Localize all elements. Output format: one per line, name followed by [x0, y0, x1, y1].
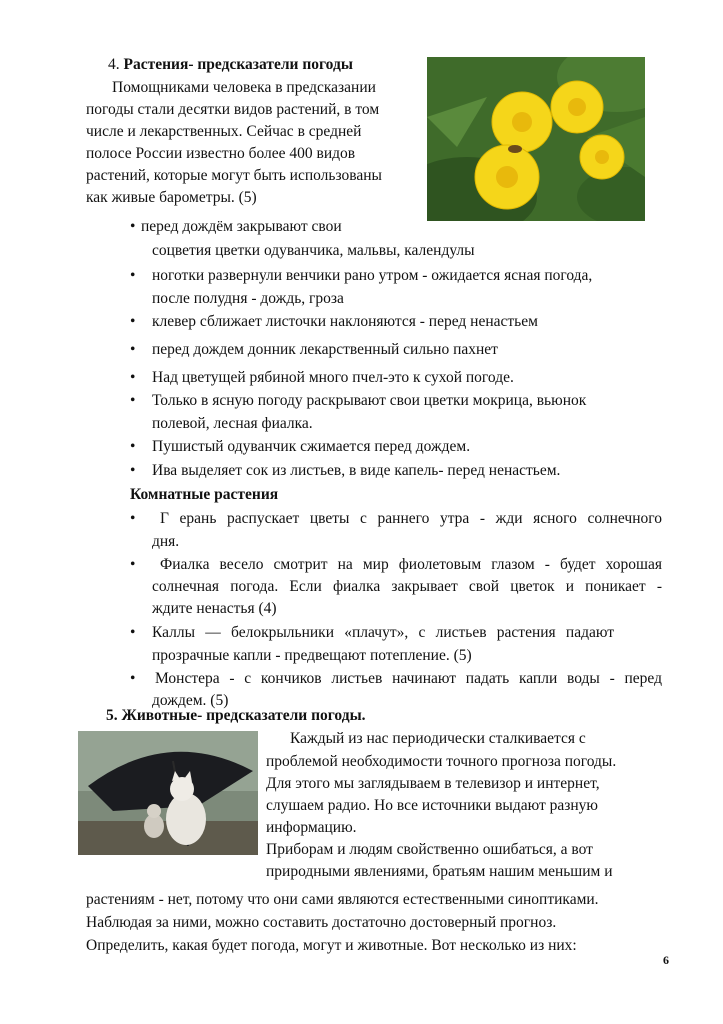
cat-umbrella-photo	[78, 731, 258, 855]
bullet-text: Над цветущей рябиной много пчел-это к сухой погоде.	[152, 369, 514, 386]
bullet-text: ждите ненастья (4)	[152, 600, 277, 617]
bullet-text: перед дождем донник лекарственный сильно пахнет	[152, 341, 498, 358]
intro-line: растений, которые могут быть использованы	[86, 167, 382, 184]
section-5-line: проблемой необходимости точного прогноза погоды.	[266, 753, 617, 770]
bullet-text: Пушистый одуванчик сжимается перед дождем.	[152, 438, 471, 455]
section-5-heading: 5. Животные- предсказатели погоды.	[106, 707, 366, 724]
bullet-text: Ива выделяет сок из листьев, в виде капель- перед ненастьем.	[152, 462, 561, 479]
bullet-marker: •	[130, 218, 136, 235]
bullet-marker: •	[130, 341, 136, 358]
section-5-line: природными явлениями, братьям нашим меньшим и	[266, 863, 613, 880]
bullet-text: перед дождём закрывают свои	[141, 218, 342, 235]
section-5-line: Приборам и людям свойственно ошибаться, а вот	[266, 841, 593, 858]
bullet-text: Г ерань распускает цветы с раннего утра - жди ясного солнечного	[160, 510, 662, 527]
intro-line: как живые барометры. (5)	[86, 189, 257, 206]
section-4-heading: 4. Растения- предсказатели погоды	[108, 56, 353, 73]
section-5-line: слушаем радио. Но все источники выдают разную	[266, 797, 599, 814]
bullet-marker: •	[130, 313, 136, 330]
bullet-text: Фиалка весело смотрит на мир фиолетовым глазом - будет хорошая	[160, 556, 662, 573]
bullet-text: прозрачные капли - предвещают потепление. (5)	[152, 647, 472, 664]
bullet-text: солнечная погода. Если фиалка закрывает свой цветок и поникает -	[152, 578, 662, 595]
intro-line: Помощниками человека в предсказании	[112, 79, 376, 96]
bullet-text: Только в ясную погоду раскрывают свои цветки мокрица, вьюнок	[152, 392, 587, 409]
bullet-marker: •	[130, 556, 136, 573]
page-number: 6	[663, 953, 669, 967]
section-5-line: информацию.	[266, 819, 357, 836]
bullet-marker: •	[130, 510, 136, 527]
bullet-text: после полудня - дождь, гроза	[152, 290, 344, 307]
bullet-text: соцветия цветки одуванчика, мальвы, календулы	[152, 242, 475, 259]
intro-line: числе и лекарственных. Сейчас в средней	[86, 123, 362, 140]
section-5-line: Каждый из нас периодически сталкивается с	[290, 730, 586, 747]
bullet-marker: •	[130, 624, 136, 641]
bullet-marker: •	[130, 267, 136, 284]
bullet-text: дня.	[152, 533, 180, 550]
indoor-plants-heading: Комнатные растения	[130, 486, 279, 503]
intro-line: полосе России известно более 400 видов	[86, 145, 356, 162]
bullet-marker: •	[130, 438, 136, 455]
intro-line: погоды стали десятки видов растений, в том	[86, 101, 380, 118]
section-5-line: Определить, какая будет погода, могут и животные. Вот несколько из них:	[86, 937, 577, 954]
bullet-text: ноготки развернули венчики рано утром - ожидается ясная погода,	[152, 267, 593, 284]
dandelion-photo	[427, 57, 645, 221]
bullet-marker: •	[130, 369, 136, 386]
bullet-marker: •	[130, 462, 136, 479]
bullet-marker: •	[130, 670, 136, 687]
section-5-line: растениям - нет, потому что они сами являются естественными синоптиками.	[86, 891, 599, 908]
bullet-text: Каллы — белокрыльники «плачут», с листьев растения падают	[152, 624, 614, 641]
bullet-text: Монстера - с кончиков листьев начинают падать капли воды - перед	[155, 670, 662, 687]
bullet-text: дождем. (5)	[152, 692, 229, 709]
bullet-marker: •	[130, 392, 136, 409]
bullet-text: полевой, лесная фиалка.	[152, 415, 313, 432]
section-5-line: Наблюдая за ними, можно составить достаточно достоверный прогноз.	[86, 914, 557, 931]
bullet-text: клевер сближает листочки наклоняются - перед ненастьем	[152, 313, 538, 330]
section-5-line: Для этого мы заглядываем в телевизор и интернет,	[266, 775, 600, 792]
